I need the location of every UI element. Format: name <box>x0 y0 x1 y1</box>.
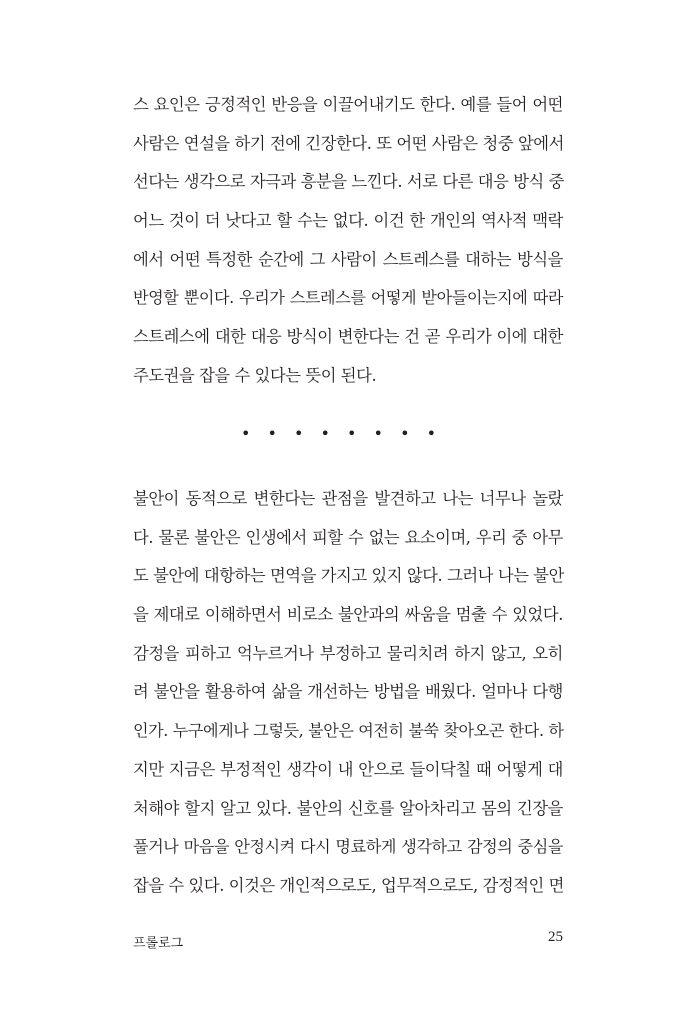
text-line: 불안이 동적으로 변한다는 관점을 발견하고 나는 너무나 놀랐 <box>133 489 563 508</box>
text-line: 에서 어떤 특정한 순간에 그 사람이 스트레스를 대하는 방식을 <box>133 249 563 269</box>
body-paragraph-1 <box>133 86 563 396</box>
text-line: 스 요인은 긍정적인 반응을 이끌어내기도 한다. 예를 들어 어떤 <box>133 95 563 114</box>
running-footer-title: 프롤로그 <box>133 936 184 951</box>
text-line: 풀거나 마음을 안정시켜 다시 명료하게 생각하고 감정의 중심을 <box>133 837 563 857</box>
section-separator: • • • • • • • • <box>240 424 443 443</box>
text-line: 려 불안을 활용하여 삶을 개선하는 방법을 배웠다. 얼마나 다행 <box>133 682 563 702</box>
text-line: 반영할 뿐이다. 우리가 스트레스를 어떻게 받아들이는지에 따라 <box>133 288 563 308</box>
body-paragraph-2 <box>133 480 563 906</box>
text-line: 사람은 연설을 하기 전에 긴장한다. 또 어떤 사람은 청중 앞에서 <box>133 133 564 153</box>
text-line: 주도권을 잡을 수 있다는 뜻이 된다. <box>133 365 377 385</box>
text-line: 을 제대로 이해하면서 비로소 불안과의 싸움을 멈출 수 있었다. <box>133 605 563 625</box>
text-line: 잡을 수 있다. 이것은 개인적으로도, 업무적으로도, 감정적인 면 <box>133 875 564 895</box>
text-line: 스트레스에 대한 대응 방식이 변한다는 건 곧 우리가 이에 대한 <box>133 327 563 347</box>
text-line: 선다는 생각으로 자극과 흥분을 느낀다. 서로 다른 대응 방식 중 <box>133 172 564 192</box>
text-line: 처해야 할지 알고 있다. 불안의 신호를 알아차리고 몸의 긴장을 <box>133 798 563 818</box>
text-line: 다. 물론 불안은 인생에서 피할 수 없는 요소이며, 우리 중 아무 <box>133 527 563 547</box>
text-line: 도 불안에 대항하는 면역을 가지고 있지 않다. 그러나 나는 불안 <box>133 566 564 586</box>
page-number: 25 <box>548 929 563 945</box>
text-line: 지만 지금은 부정적인 생각이 내 안으로 들이닥칠 때 어떻게 대 <box>133 759 563 779</box>
text-line: 감정을 피하고 억누르거나 부정하고 물리치려 하지 않고, 오히 <box>133 643 563 663</box>
text-line: 인가. 누구에게나 그렇듯, 불안은 여전히 불쑥 찾아오곤 한다. 하 <box>133 721 564 741</box>
text-line: 어느 것이 더 낫다고 할 수는 없다. 이건 한 개인의 역사적 맥락 <box>133 211 563 231</box>
